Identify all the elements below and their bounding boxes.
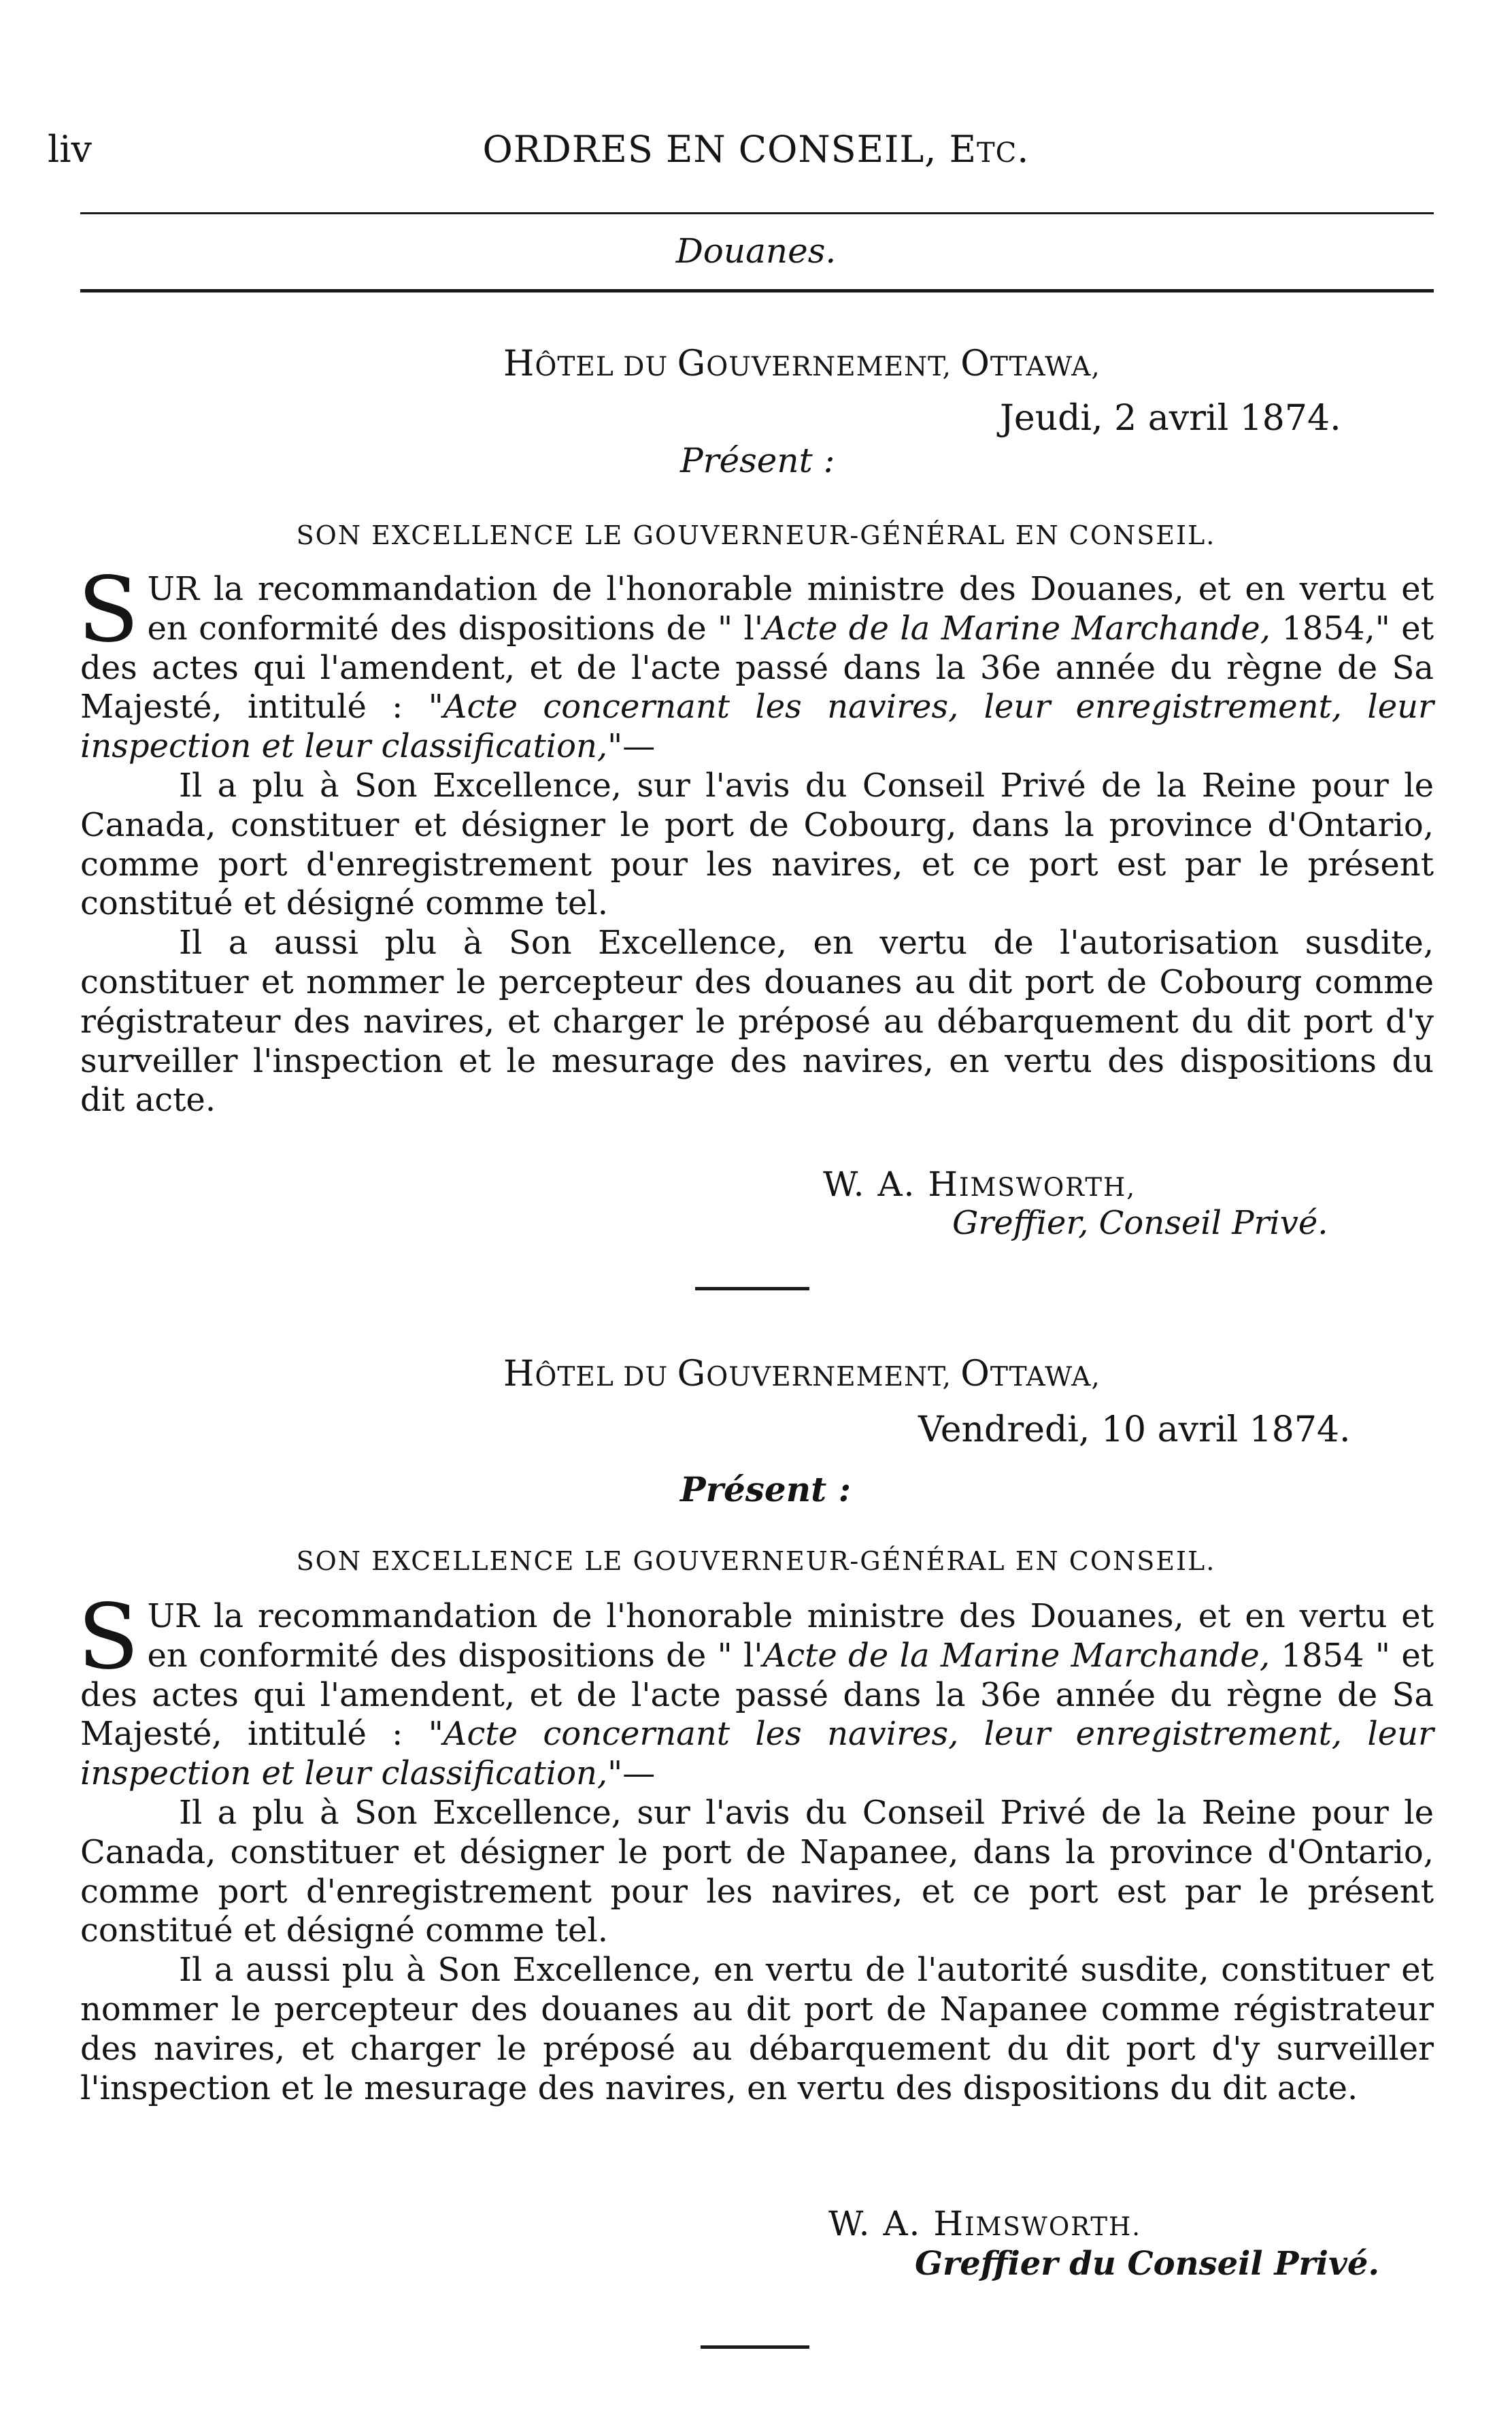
end-rule [701, 2345, 809, 2349]
signature-name-part: W. A. H [823, 1165, 959, 1204]
signature-name-part: W. A. H [828, 2204, 964, 2243]
order-1-council: SON EXCELLENCE LE GOUVERNEUR-GÉNÉRAL EN CONSEIL. [296, 520, 1216, 550]
place-sc: OUVERNEMENT, [706, 352, 961, 382]
place-sc: TTAWA, [990, 1362, 1101, 1392]
place-cap: G [677, 1354, 707, 1394]
order-2-signature-title: Greffier du Conseil Privé. [915, 2245, 1380, 2283]
act-title: Acte concernant les navires, leur enregistrement, leur inspection et leur classification, [80, 1715, 1434, 1793]
text-run: "— [607, 1754, 656, 1793]
order-1-present: Présent : [680, 441, 835, 480]
place-sc: TTAWA, [990, 352, 1101, 382]
order-2-paragraph-1 [78, 1585, 1434, 1794]
act-title: Acte de la Marine Marchande, [762, 1636, 1271, 1675]
order-2-place [503, 1354, 1101, 1394]
order-2-paragraph-3: Il a aussi plu à Son Excellence, en vertu de l'autorité susdite, constituer et nommer le percepteur des douanes au dit port de Napanee comme régistrateur des navires, et charger le préposé au débarquement du dit port d'y surveiller l'inspection et le mesurage des navires, en vertu des dispositions du dit acte. [80, 1951, 1434, 2107]
text-run: 1854," et des actes qui l'amendent, et de l'acte passé dans la 36e année du règne de Sa Majesté, intitulé : " [80, 609, 1434, 726]
act-title: Acte de la Marine Marchande, [763, 609, 1271, 648]
order-1-date: Jeudi, 2 avril 1874. [1000, 398, 1341, 439]
place-cap: O [960, 1354, 990, 1394]
text-run: "— [607, 727, 656, 766]
place-cap: H [503, 344, 535, 384]
place-cap: O [960, 344, 990, 384]
running-title [0, 128, 1512, 171]
place-sc: ÔTEL DU [535, 352, 677, 382]
order-1-paragraph-1 [78, 558, 1434, 767]
order-1-place [503, 344, 1101, 384]
place-sc: OUVERNEMENT, [706, 1362, 961, 1392]
order-2-present: Présent : [680, 1469, 852, 1509]
order-2-body [78, 1585, 1434, 2108]
text-run: UR la recommandation de l'honorable ministre des Douanes, et en vertu et en conformité des dispositions de " l' [147, 1597, 1434, 1675]
order-2-council: SON EXCELLENCE LE GOUVERNEUR-GÉNÉRAL EN CONSEIL. [296, 1546, 1216, 1576]
place-cap: G [677, 344, 707, 384]
order-2-date: Vendredi, 10 avril 1874. [918, 1409, 1351, 1450]
text-run: UR la recommandation de l'honorable ministre des Douanes, et en vertu et en conformité des dispositions de " l' [147, 570, 1434, 648]
section-rule [80, 289, 1434, 292]
page-number: liv [48, 128, 93, 171]
place-cap: H [503, 1354, 535, 1394]
running-title-smallcaps: TC [977, 137, 1018, 169]
place-sc: ÔTEL DU [535, 1362, 677, 1392]
order-1-signature-title: Greffier, Conseil Privé. [952, 1204, 1328, 1242]
drop-cap: S [78, 558, 139, 663]
text-run: 1854 " et des actes qui l'amendent, et de l'acte passé dans la 36e année du règne de Sa Majesté, intitulé : " [80, 1636, 1434, 1754]
order-1-paragraph-3: Il a aussi plu à Son Excellence, en vertu de l'autorisation susdite, constituer et nommer le percepteur des douanes au dit port de Cobourg comme régistrateur des navires, et charger le préposé au débarquement du dit port d'y surveiller l'inspection et le mesurage des navires, en vertu des dispositions du dit acte. [80, 924, 1434, 1120]
order-1-signature-name [823, 1165, 1136, 1204]
signature-name-smallcaps: IMSWORTH. [964, 2212, 1142, 2241]
act-title: Acte concernant les navires, leur enregistrement, leur inspection et leur classification, [80, 688, 1434, 766]
header-rule [80, 212, 1434, 214]
section-title: Douanes. [675, 231, 837, 271]
order-1-paragraph-2: Il a plu à Son Excellence, sur l'avis du Conseil Privé de la Reine pour le Canada, constituer et désigner le port de Cobourg, dans la province d'Ontario, comme port d'enregistrement pour les navires, et ce port est par le présent constitué et désigné comme tel. [80, 766, 1434, 923]
order-divider [695, 1287, 809, 1290]
running-title-main: ORDRES EN CONSEIL, E [482, 128, 977, 171]
order-2-paragraph-2: Il a plu à Son Excellence, sur l'avis du Conseil Privé de la Reine pour le Canada, constituer et désigner le port de Napanee, dans la province d'Ontario, comme port d'enregistrement pour les navires, et ce port est par le présent constitué et désigné comme tel. [80, 1793, 1434, 1950]
order-2-signature-name [828, 2204, 1141, 2243]
running-title-end: . [1017, 128, 1030, 171]
order-1-body [78, 558, 1434, 1120]
drop-cap: S [78, 1585, 139, 1690]
signature-name-smallcaps: IMSWORTH, [958, 1173, 1137, 1202]
